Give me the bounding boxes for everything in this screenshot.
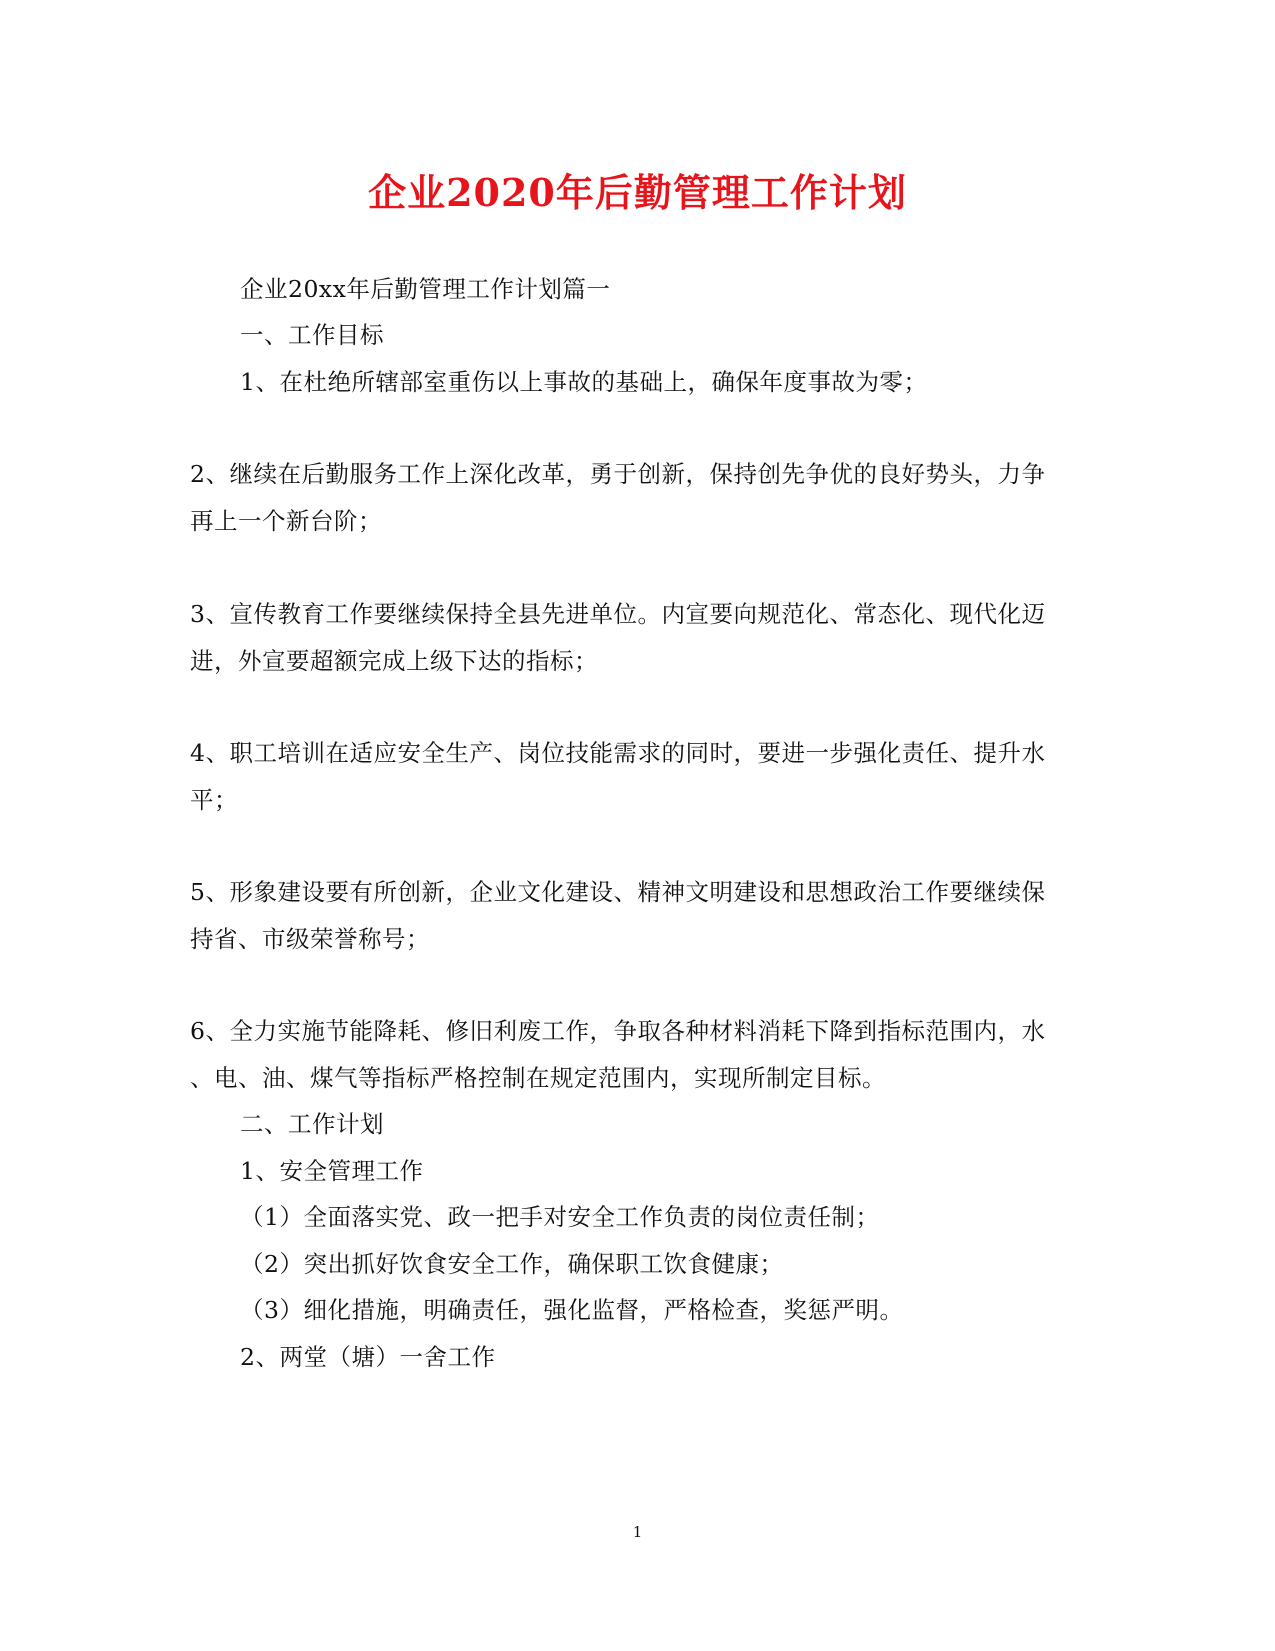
goal-item-3-line-1: 3、宣传教育工作要继续保持全县先进单位。内宣要向规范化、常态化、现代化迈 [190,600,1046,628]
goal-item-5-line-1: 5、形象建设要有所创新，企业文化建设、精神文明建设和思想政治工作要继续保 [190,878,1046,906]
plan-item-safety-management: 1、安全管理工作 [240,1157,424,1185]
plan-subitem-1: （1）全面落实党、政一把手对安全工作负责的岗位责任制； [240,1203,880,1231]
goal-item-3-line-2: 进，外宣要超额完成上级下达的指标； [190,647,598,675]
goal-item-2-line-1: 2、继续在后勤服务工作上深化改革，勇于创新，保持创先争优的良好势头，力争 [190,460,1046,488]
page-number: 1 [632,1523,643,1541]
goal-item-4-line-2: 平； [190,786,238,814]
goal-item-2-line-2: 再上一个新台阶； [190,507,382,535]
plan-subitem-2: （2）突出抓好饮食安全工作，确保职工饮食健康； [240,1250,784,1278]
goal-item-1: 1、在杜绝所辖部室重伤以上事故的基础上，确保年度事故为零； [240,368,928,396]
section-heading-work-plan: 二、工作计划 [240,1110,384,1138]
section-heading-plan-part-one: 企业20xx年后勤管理工作计划篇一 [240,275,611,303]
goal-item-6-line-2: 、电、油、煤气等指标严格控制在规定范围内，实现所制定目标。 [190,1064,886,1092]
goal-item-5-line-2: 持省、市级荣誉称号； [190,925,430,953]
plan-item-canteen-dormitory: 2、两堂（塘）一舍工作 [240,1343,496,1371]
goal-item-4-line-1: 4、职工培训在适应安全生产、岗位技能需求的同时，要进一步强化责任、提升水 [190,739,1046,767]
plan-subitem-3: （3）细化措施，明确责任，强化监督，严格检查，奖惩严明。 [240,1296,904,1324]
section-heading-work-goals: 一、工作目标 [240,321,384,349]
document-title: 企业2020年后勤管理工作计划 [368,170,907,215]
goal-item-6-line-1: 6、全力实施节能降耗、修旧利废工作，争取各种材料消耗下降到指标范围内，水 [190,1017,1046,1045]
